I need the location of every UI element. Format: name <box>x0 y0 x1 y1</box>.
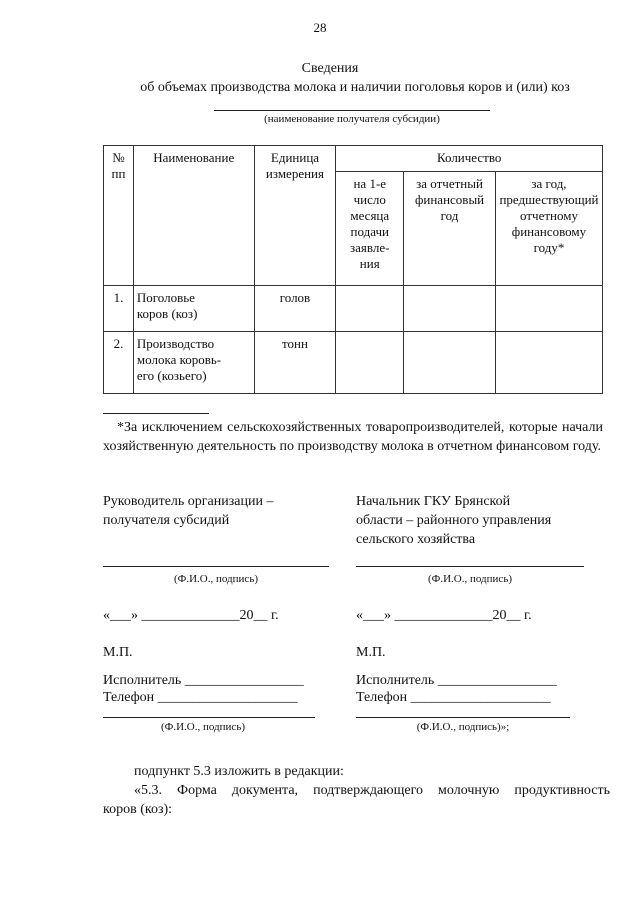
right-executor: Исполнитель _________________ <box>356 673 557 688</box>
right-executor-caption: (Ф.И.О., подпись)»; <box>416 721 510 733</box>
right-fio-caption: (Ф.И.О., подпись) <box>428 573 512 585</box>
right-date: «___» ______________20__ г. <box>356 608 532 623</box>
row-cell-empty <box>336 286 404 332</box>
footnote-rule <box>103 413 209 414</box>
right-executor-line <box>356 717 570 718</box>
left-signature-line <box>103 566 329 567</box>
row-name: Производство молока коровь- его (козьего) <box>133 332 254 394</box>
header-number: № пп <box>104 146 134 286</box>
row-unit: голов <box>254 286 336 332</box>
left-executor: Исполнитель _________________ <box>103 673 304 688</box>
table-row <box>104 286 603 332</box>
data-table <box>103 145 603 394</box>
left-date: «___» ______________20__ г. <box>103 608 279 623</box>
recipient-caption: (наименование получателя субсидии) <box>264 113 440 125</box>
right-signature-line <box>356 566 584 567</box>
row-cell-empty <box>495 286 602 332</box>
left-executor-line <box>103 717 315 718</box>
header-reporting-year: за отчетный финансовый год <box>404 172 496 286</box>
header-name: Наименование <box>133 146 254 286</box>
row-unit: тонн <box>254 332 336 394</box>
left-executor-caption: (Ф.И.О., подпись) <box>161 721 245 733</box>
row-number: 2. <box>104 332 134 394</box>
document-title: Сведения <box>301 61 359 76</box>
left-heading: Руководитель организации – получателя субсидий <box>103 494 274 528</box>
header-first-day: на 1-е число месяца подачи заявле- ния <box>336 172 404 286</box>
document-subtitle: об объемах производства молока и наличии поголовья коров и (или) коз <box>140 80 570 95</box>
header-unit: Единица измерения <box>254 146 336 286</box>
amendment-line: подпункт 5.3 изложить в редакции: <box>134 764 344 779</box>
row-cell-empty <box>404 332 496 394</box>
header-quantity: Количество <box>336 146 603 172</box>
right-phone: Телефон ____________________ <box>356 690 551 705</box>
left-phone: Телефон ____________________ <box>103 690 298 705</box>
row-cell-empty <box>495 332 602 394</box>
clause-continuation: коров (коз): <box>103 802 173 817</box>
table-row <box>104 332 603 394</box>
row-cell-empty <box>336 332 404 394</box>
row-number: 1. <box>104 286 134 332</box>
recipient-name-line <box>214 110 490 111</box>
header-previous-year: за год, предшествующий отчетному финансовому году* <box>495 172 602 286</box>
table-header-row <box>104 146 603 172</box>
left-stamp-place: М.П. <box>103 645 133 660</box>
page-number: 28 <box>313 20 327 35</box>
footnote: *За исключением сельскохозяйственных товаропроизводителей, которые начали хозяйственную деятельность по производству молока в отчетном финансовом году. <box>103 420 603 454</box>
left-fio-caption: (Ф.И.О., подпись) <box>174 573 258 585</box>
clause-line: «5.3. Форма документа, подтверждающего молочную продуктивность <box>134 783 610 798</box>
row-cell-empty <box>404 286 496 332</box>
row-name: Поголовье коров (коз) <box>133 286 254 332</box>
right-heading: Начальник ГКУ Брянской области – районного управления сельского хозяйства <box>356 494 552 547</box>
right-stamp-place: М.П. <box>356 645 386 660</box>
